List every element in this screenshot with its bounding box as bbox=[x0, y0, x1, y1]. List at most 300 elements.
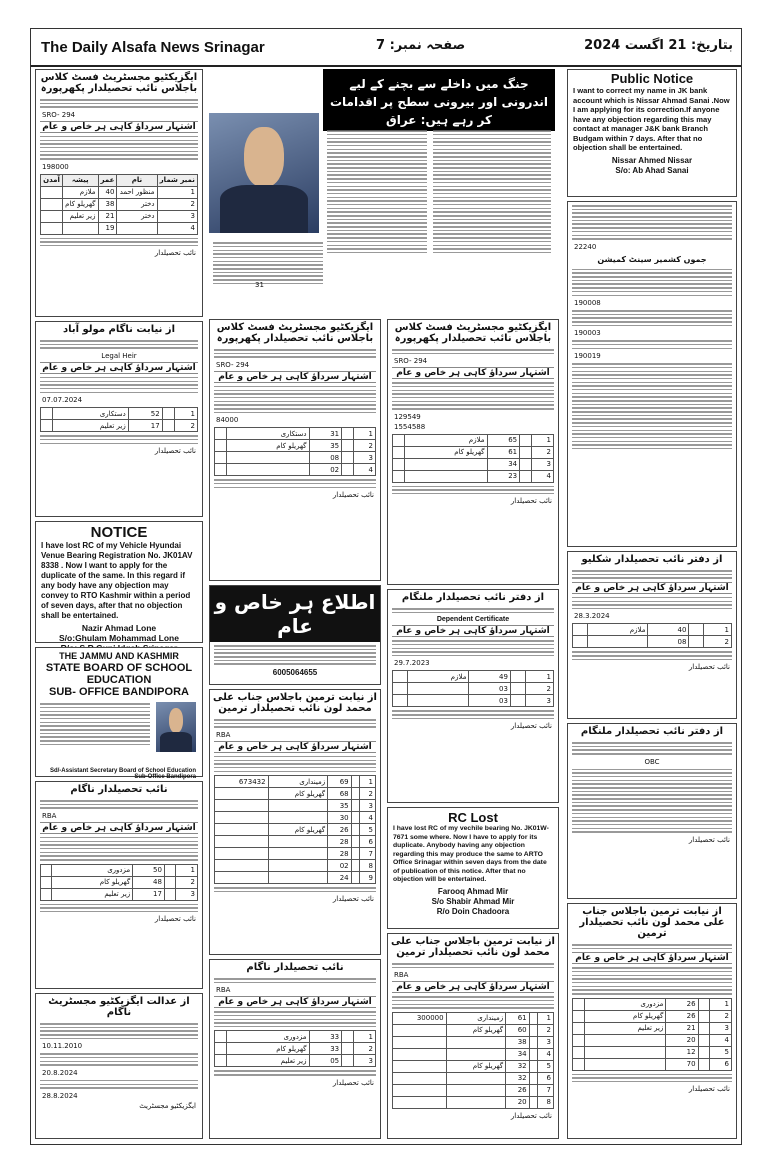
court-title: جموں کشمیر سینٹ کمیشن bbox=[597, 254, 707, 264]
ad-subheading: اشتہار سرداؤ کاہی ہر خاص و عام bbox=[392, 367, 554, 379]
ad-body bbox=[214, 1011, 376, 1027]
table-cell: 23 bbox=[487, 470, 520, 482]
table-cell: 7 bbox=[360, 848, 376, 860]
ad-signature: نائب تحصیلدار bbox=[154, 447, 196, 455]
ad-ref: OBC bbox=[644, 757, 660, 766]
table-cell bbox=[393, 1024, 447, 1036]
table-cell: 2 bbox=[710, 1010, 732, 1022]
table-row bbox=[393, 1096, 554, 1108]
table-cell bbox=[393, 470, 405, 482]
table-row bbox=[393, 1072, 554, 1084]
table-cell bbox=[342, 464, 354, 476]
table-cell bbox=[215, 452, 227, 464]
ad-heading: از نیابت ناگام مولو آباد bbox=[62, 324, 175, 335]
ad-heading: ایگزیکٹیو مجسٹریٹ فسٹ کلاس باجلاس نائب تحصیلدار پکھرپورہ bbox=[40, 72, 198, 94]
ad-amount: 84000 bbox=[216, 416, 239, 425]
ad-signature: نائب تحصیلدار bbox=[688, 835, 730, 844]
table-cell bbox=[351, 812, 359, 824]
table-cell bbox=[215, 848, 269, 860]
table-cell bbox=[393, 1096, 447, 1108]
rc-title: RC Lost bbox=[448, 810, 498, 825]
table-row bbox=[41, 420, 198, 432]
table-cell bbox=[62, 222, 98, 234]
table-row bbox=[41, 198, 198, 210]
table-cell bbox=[510, 695, 525, 707]
table-cell: 2 bbox=[704, 636, 732, 648]
table-cell bbox=[226, 464, 309, 476]
ad-body bbox=[40, 904, 198, 913]
ad-signature: نائب تحصیلدار bbox=[332, 491, 374, 500]
table-cell: 5 bbox=[538, 1060, 554, 1072]
table-cell: 1 bbox=[525, 671, 553, 683]
ad-notice-col2-1 bbox=[209, 319, 381, 581]
table-row bbox=[41, 210, 198, 222]
table-cell: 68 bbox=[328, 788, 351, 800]
table-cell: 1 bbox=[710, 998, 732, 1010]
table-cell bbox=[393, 695, 408, 707]
table-cell: 4 bbox=[538, 1048, 554, 1060]
ad-heading: از دفتر نائب تحصیلدار شکلیو bbox=[581, 554, 723, 565]
table-cell bbox=[510, 671, 525, 683]
table-cell: 6 bbox=[710, 1058, 732, 1070]
table-cell bbox=[41, 198, 63, 210]
table-cell bbox=[162, 420, 174, 432]
table-cell: گھریلو کام bbox=[404, 446, 487, 458]
notice-name: Nazir Ahmad Lone bbox=[81, 623, 157, 633]
table-cell: زمینداری bbox=[446, 1012, 506, 1024]
table-cell: 300000 bbox=[393, 1012, 447, 1024]
ad-subheading: اشتہار سرداؤ کاہی ہر خاص و عام bbox=[214, 996, 376, 1008]
table-cell bbox=[351, 776, 359, 788]
table-cell: گھریلو کام bbox=[62, 198, 98, 210]
table-cell: 7 bbox=[538, 1084, 554, 1096]
table-row bbox=[215, 812, 376, 824]
table-cell bbox=[342, 440, 354, 452]
table-cell bbox=[393, 458, 405, 470]
news-body bbox=[213, 240, 323, 286]
table-cell bbox=[573, 624, 588, 636]
table-cell bbox=[584, 1058, 666, 1070]
ad-notice-col2-3 bbox=[209, 959, 381, 1139]
ad-heading: از نیابت ترمین باجلاس جناب علی محمد لون نائب تحصیلدار ترمین bbox=[579, 906, 725, 939]
news-photo bbox=[209, 113, 319, 233]
table-row bbox=[215, 848, 376, 860]
table-cell bbox=[215, 800, 269, 812]
ad-signature: نائب تحصیلدار bbox=[510, 722, 552, 731]
table-cell bbox=[393, 434, 405, 446]
members-table bbox=[214, 775, 376, 884]
table-cell bbox=[698, 1034, 710, 1046]
ad-ref: RBA bbox=[394, 971, 409, 980]
table-cell bbox=[529, 1096, 537, 1108]
court-body bbox=[572, 269, 732, 296]
table-cell bbox=[520, 470, 532, 482]
table-cell: 8 bbox=[360, 860, 376, 872]
ad-body bbox=[572, 1074, 732, 1083]
ad-body bbox=[392, 710, 554, 719]
court-body bbox=[572, 205, 732, 240]
table-row bbox=[393, 446, 554, 458]
table-cell bbox=[215, 788, 269, 800]
table-cell bbox=[215, 824, 269, 836]
table-cell bbox=[162, 408, 174, 420]
table-cell: دستکاری bbox=[226, 428, 309, 440]
ad-subheading: اشتہار سرداؤ کاہی ہر خاص و عام bbox=[214, 741, 376, 753]
table-cell bbox=[520, 434, 532, 446]
table-cell: 4 bbox=[531, 470, 553, 482]
table-cell: 03 bbox=[469, 695, 510, 707]
table-cell bbox=[268, 872, 328, 884]
table-cell: 1 bbox=[531, 434, 553, 446]
table-cell: ملازم bbox=[404, 434, 487, 446]
table-row bbox=[393, 1060, 554, 1072]
sbse-text bbox=[40, 701, 150, 747]
table-cell bbox=[393, 1084, 447, 1096]
table-row bbox=[393, 1048, 554, 1060]
table-cell: گھریلو کام bbox=[268, 788, 328, 800]
table-cell: 40 bbox=[648, 624, 689, 636]
ad-body bbox=[392, 486, 554, 495]
table-cell bbox=[529, 1024, 537, 1036]
ad-heading: نائب تحصیلدار ناگام bbox=[246, 962, 344, 973]
table-cell: 2 bbox=[174, 420, 197, 432]
ad-body bbox=[392, 640, 554, 656]
table-cell: 2 bbox=[525, 683, 553, 695]
court-body bbox=[572, 340, 732, 349]
table-row bbox=[393, 1012, 554, 1024]
table-cell: 35 bbox=[328, 800, 351, 812]
ad-date: 28.8.2024 bbox=[42, 1091, 78, 1100]
table-cell: زمینداری bbox=[268, 776, 328, 788]
table-row bbox=[215, 872, 376, 884]
court-number: 22240 bbox=[574, 242, 597, 251]
ad-heading: ایگزیکٹیو مجسٹریٹ فسٹ کلاس باجلاس نائب تحصیلدار پکھرپورہ bbox=[216, 322, 374, 344]
ad-notice-col3-3 bbox=[387, 933, 559, 1139]
table-cell bbox=[529, 1036, 537, 1048]
page-number: صفحہ نمبر: 7 bbox=[376, 38, 466, 53]
table-cell bbox=[215, 836, 269, 848]
table-cell: 69 bbox=[328, 776, 351, 788]
court-body bbox=[572, 310, 732, 326]
table-cell bbox=[215, 1043, 227, 1055]
sbse-signature: Sd/-Assistant Secretary Board of School Education Sub-Office Bandipora bbox=[49, 768, 196, 780]
members-table bbox=[214, 427, 376, 476]
notice-so: S/o:Ghulam Mohammad Lone bbox=[59, 633, 179, 643]
table-cell bbox=[268, 848, 328, 860]
table-row bbox=[215, 776, 376, 788]
table-row bbox=[215, 428, 376, 440]
members-table bbox=[572, 623, 732, 648]
sbse-notice bbox=[35, 647, 203, 780]
table-cell bbox=[41, 210, 63, 222]
table-cell bbox=[573, 1034, 585, 1046]
ad-heading: از دفتر نائب تحصیلدار ملنگام bbox=[580, 726, 724, 737]
rc-name: Farooq Ahmad Mir bbox=[437, 886, 509, 896]
table-cell: 40 bbox=[98, 186, 117, 198]
ad-signature: نائب تحصیلدار bbox=[688, 663, 730, 672]
table-cell bbox=[117, 222, 157, 234]
table-cell bbox=[268, 860, 328, 872]
ad-notice-col1-3 bbox=[35, 781, 203, 989]
ad-signature: نائب تحصیلدار bbox=[510, 497, 552, 506]
table-row bbox=[41, 876, 198, 888]
ad-body bbox=[392, 382, 554, 409]
table-row bbox=[573, 1022, 732, 1034]
ad-certificate: Dependent Certificate bbox=[436, 616, 510, 624]
table-cell bbox=[573, 1010, 585, 1022]
table-cell bbox=[215, 428, 227, 440]
ad-body bbox=[572, 651, 732, 660]
ad-body bbox=[392, 963, 554, 968]
ad-body bbox=[214, 349, 376, 358]
sbse-line3: SUB- OFFICE BANDIPORA bbox=[49, 686, 189, 698]
table-cell: مزدوری bbox=[584, 998, 666, 1010]
table-cell: 1 bbox=[360, 776, 376, 788]
table-cell: 30 bbox=[328, 812, 351, 824]
table-cell: 34 bbox=[487, 458, 520, 470]
ad-subheading: اشتہار سرداؤ کاہی ہر خاص و عام bbox=[392, 625, 554, 637]
table-row bbox=[215, 860, 376, 872]
table-row bbox=[41, 888, 198, 900]
table-cell bbox=[446, 1036, 506, 1048]
notice-title: NOTICE bbox=[90, 524, 148, 541]
ad-body bbox=[40, 1023, 198, 1039]
ad-ref: RBA bbox=[42, 811, 57, 820]
table-cell: 2 bbox=[353, 1043, 375, 1055]
table-cell bbox=[41, 408, 53, 420]
table-cell: ملازم bbox=[62, 186, 98, 198]
ad-body bbox=[214, 386, 376, 413]
ad-body bbox=[214, 756, 376, 772]
table-cell: 12 bbox=[666, 1046, 698, 1058]
table-cell bbox=[164, 864, 175, 876]
table-cell: گھریلو کام bbox=[52, 876, 133, 888]
table-cell bbox=[41, 222, 63, 234]
table-cell: 08 bbox=[648, 636, 689, 648]
table-cell: 2 bbox=[538, 1024, 554, 1036]
table-cell: 1 bbox=[538, 1012, 554, 1024]
paper-name: The Daily Alsafa News Srinagar bbox=[41, 39, 265, 56]
table-cell: 1 bbox=[353, 1031, 375, 1043]
ad-heading: از نیابت ترمین باجلاس جناب علی محمد لون نائب تحصیلدار ترمین bbox=[212, 692, 377, 714]
table-cell: 52 bbox=[128, 408, 162, 420]
rc-ro: R/o Doin Chadoora bbox=[436, 906, 510, 916]
table-cell: 673432 bbox=[215, 776, 269, 788]
table-cell bbox=[226, 452, 309, 464]
table-cell bbox=[573, 998, 585, 1010]
table-row bbox=[41, 864, 198, 876]
table-cell bbox=[393, 671, 408, 683]
table-cell bbox=[351, 836, 359, 848]
table-cell bbox=[529, 1072, 537, 1084]
table-cell: زیر تعلیم bbox=[584, 1022, 666, 1034]
ad-notice-col1-1 bbox=[35, 69, 203, 317]
table-cell: مزدوری bbox=[52, 864, 133, 876]
table-cell bbox=[342, 452, 354, 464]
table-row bbox=[573, 1034, 732, 1046]
ad-date: 07.07.2024 bbox=[42, 396, 83, 405]
table-header-cell: نام bbox=[117, 174, 157, 186]
table-row bbox=[393, 695, 554, 707]
table-cell bbox=[446, 1096, 506, 1108]
court-notice bbox=[567, 201, 737, 547]
ad-body bbox=[40, 1053, 198, 1066]
members-table bbox=[40, 174, 198, 235]
table-cell bbox=[342, 1043, 354, 1055]
table-cell: زیر تعلیم bbox=[53, 420, 129, 432]
ad-date: 20.8.2024 bbox=[42, 1068, 78, 1077]
table-cell bbox=[698, 1046, 710, 1058]
table-cell: 33 bbox=[309, 1031, 342, 1043]
ad-signature: نائب تحصیلدار bbox=[332, 895, 374, 904]
table-cell: زیر تعلیم bbox=[52, 888, 133, 900]
table-cell: دستکاری bbox=[53, 408, 129, 420]
ad-signature: نائب تحصیلدار bbox=[154, 915, 196, 924]
table-cell bbox=[407, 683, 469, 695]
ad-amount: 129549 bbox=[394, 412, 421, 421]
ad-date: 28.3.2024 bbox=[574, 612, 610, 621]
table-cell: دختر bbox=[117, 198, 157, 210]
table-row bbox=[393, 1024, 554, 1036]
table-cell: 5 bbox=[710, 1046, 732, 1058]
table-cell: گھریلو کام bbox=[584, 1010, 666, 1022]
table-cell: مزدوری bbox=[226, 1031, 309, 1043]
table-cell: 05 bbox=[309, 1055, 342, 1067]
table-cell bbox=[689, 624, 704, 636]
ad-body bbox=[572, 769, 732, 833]
table-cell bbox=[215, 812, 269, 824]
members-table bbox=[40, 407, 198, 432]
ad-body bbox=[214, 719, 376, 728]
table-cell: 1 bbox=[157, 186, 197, 198]
table-cell: 2 bbox=[360, 788, 376, 800]
ad-amount: 1554588 bbox=[394, 422, 426, 431]
table-cell bbox=[215, 440, 227, 452]
table-row bbox=[215, 452, 376, 464]
table-cell: 38 bbox=[506, 1036, 529, 1048]
ad-signature: نائب تحصیلدار bbox=[688, 1085, 730, 1094]
table-row bbox=[393, 1036, 554, 1048]
table-row bbox=[215, 1055, 376, 1067]
table-cell: 3 bbox=[353, 1055, 375, 1067]
table-row bbox=[573, 624, 732, 636]
rc-so: S/o Shabir Ahmad Mir bbox=[431, 896, 515, 906]
members-table bbox=[392, 1012, 554, 1109]
news-date: 31 bbox=[255, 281, 264, 289]
banner-body bbox=[214, 645, 376, 665]
table-cell: زیر تعلیم bbox=[226, 1055, 309, 1067]
ad-body bbox=[214, 978, 376, 983]
ad-signature: ایگزیکٹیو مجسٹریٹ bbox=[139, 1101, 196, 1110]
table-cell bbox=[446, 1072, 506, 1084]
ad-body bbox=[572, 967, 732, 994]
news-headline: جنگ میں داخلے سے بچنے کے لیے اندرونی اور بیرونی سطح پر اقدامات کر رہے ہیں: عراق bbox=[323, 69, 555, 131]
table-cell bbox=[407, 695, 469, 707]
ad-notice-col3-1 bbox=[387, 319, 559, 585]
table-cell: 02 bbox=[328, 860, 351, 872]
table-row bbox=[215, 824, 376, 836]
ad-ref: SRO- 294 bbox=[216, 360, 250, 369]
news-story-iraq bbox=[209, 69, 555, 315]
table-cell bbox=[215, 860, 269, 872]
table-cell bbox=[41, 186, 63, 198]
table-cell: 38 bbox=[98, 198, 117, 210]
table-cell bbox=[41, 420, 53, 432]
sbse-line1: THE JAMMU AND KASHMIR bbox=[59, 651, 179, 661]
table-row bbox=[215, 1043, 376, 1055]
ad-subheading: اشتہار سرداؤ کاہی ہر خاص و عام bbox=[572, 952, 732, 964]
ad-body bbox=[392, 608, 554, 613]
table-cell: 70 bbox=[666, 1058, 698, 1070]
table-cell bbox=[215, 1031, 227, 1043]
table-cell bbox=[393, 446, 405, 458]
table-cell bbox=[689, 636, 704, 648]
table-cell: 33 bbox=[309, 1043, 342, 1055]
banner-title: اطلاع ہر خاص و عام bbox=[210, 586, 380, 642]
issue-date: بتاریخ: 21 اگست 2024 bbox=[584, 38, 733, 53]
table-cell: 4 bbox=[710, 1034, 732, 1046]
table-cell bbox=[393, 1072, 447, 1084]
table-row bbox=[573, 1010, 732, 1022]
members-table bbox=[214, 1030, 376, 1067]
court-number: 190003 bbox=[574, 329, 601, 338]
table-cell: 20 bbox=[666, 1034, 698, 1046]
ad-body bbox=[40, 136, 198, 160]
table-cell bbox=[404, 458, 487, 470]
table-header-cell: پیشہ bbox=[62, 174, 98, 186]
court-body bbox=[572, 363, 732, 449]
table-cell bbox=[164, 876, 175, 888]
rc-body: I have lost RC of my vechile bearing No. JK01W-7671 some where. Now I have to apply for its duplicate. Anybody having any objection regarding this may produce the same to ARTO Office Srinagar within seven days from the date of publication of this notice. After that no objection will be entertained. bbox=[393, 825, 549, 883]
table-cell bbox=[520, 446, 532, 458]
table-row bbox=[573, 1058, 732, 1070]
table-cell: 3 bbox=[538, 1036, 554, 1048]
table-cell bbox=[529, 1084, 537, 1096]
table-cell: 26 bbox=[666, 998, 698, 1010]
table-cell: 32 bbox=[506, 1072, 529, 1084]
table-cell: 28 bbox=[328, 848, 351, 860]
table-cell bbox=[215, 872, 269, 884]
table-row bbox=[393, 683, 554, 695]
ad-notice-col3-2 bbox=[387, 589, 559, 803]
table-cell bbox=[698, 1058, 710, 1070]
table-cell: 20 bbox=[506, 1096, 529, 1108]
table-cell bbox=[404, 470, 487, 482]
table-cell bbox=[41, 876, 52, 888]
ad-legal-heir: Legal Heir bbox=[101, 351, 137, 360]
table-cell bbox=[351, 872, 359, 884]
table-cell: 6 bbox=[360, 836, 376, 848]
table-cell: 2 bbox=[353, 440, 375, 452]
table-cell bbox=[584, 1034, 666, 1046]
ad-heading: از عدالت ایگزیکٹیو مجسٹریٹ ناگام bbox=[48, 996, 190, 1018]
table-cell bbox=[573, 1058, 585, 1070]
table-cell: 32 bbox=[506, 1060, 529, 1072]
table-cell: 17 bbox=[133, 888, 165, 900]
ad-body bbox=[40, 340, 198, 349]
table-cell: 24 bbox=[328, 872, 351, 884]
table-cell: 02 bbox=[309, 464, 342, 476]
table-cell: 50 bbox=[133, 864, 165, 876]
table-row bbox=[393, 434, 554, 446]
ad-body bbox=[40, 377, 198, 393]
table-cell: 03 bbox=[469, 683, 510, 695]
table-cell: 9 bbox=[360, 872, 376, 884]
ad-amount: 198000 bbox=[42, 162, 69, 171]
ad-ref: RBA bbox=[216, 730, 231, 739]
table-row bbox=[41, 186, 198, 198]
table-row bbox=[573, 1046, 732, 1058]
